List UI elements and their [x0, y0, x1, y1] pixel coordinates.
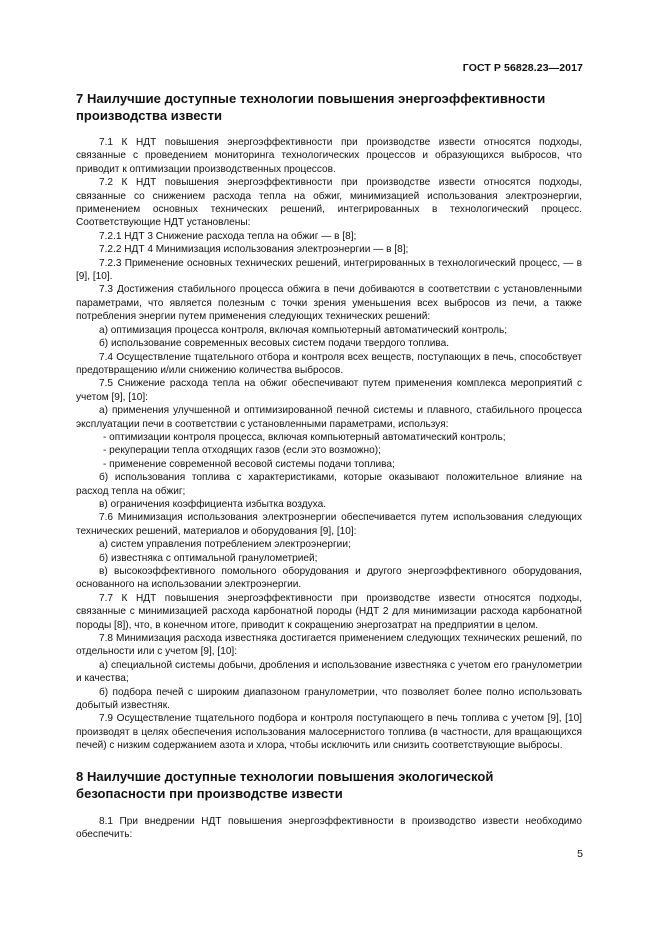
paragraph: 7.7 К НДТ повышения энергоэффективности при производстве извести относятся подходы, связанные с минимизацией расхода карбонатной породы (НДТ 2 для минимизации расхода карбонатной породы [8]), что, в конечном итоге, приводит к сокращению энергозатрат на предприятии в целом.	[76, 592, 582, 631]
list-item: - оптимизации контроля процесса, включая компьютерный автоматический контроль;	[103, 431, 506, 443]
paragraph: б) использования топлива с характеристиками, которые оказывают положительное влияние на расход тепла на обжиг;	[76, 472, 582, 497]
section-paragraphs	[76, 136, 582, 753]
section-8	[76, 768, 582, 842]
paragraph: 7.2.2 НДТ 4 Минимизация использования электроэнергии — в [8];	[99, 244, 409, 256]
paragraph: а) систем управления потреблением электроэнергии;	[99, 539, 351, 551]
paragraph: в) ограничения коэффициента избытка воздуха.	[99, 498, 327, 510]
paragraph: б) известняка с оптимальной гранулометрией;	[99, 552, 318, 564]
paragraph: б) использование современных весовых систем подачи твердого топлива.	[99, 338, 450, 350]
paragraph: 7.2 К НДТ повышения энергоэффективности при производстве извести относятся подходы, связанные со снижением расхода тепла на обжиг, минимизацией использования электроэнергии, применением основных технических решений, интегрированных в технологический процесс. Соответствующие НДТ установлены:	[76, 177, 582, 229]
paragraph: 7.8 Минимизация расхода известняка достигается применением следующих технических решений, по отдельности или с учетом [9], [10]:	[76, 633, 582, 658]
page-number: 5	[577, 848, 583, 860]
paragraph: 7.2.1 НДТ 3 Снижение расхода тепла на обжиг — в [8];	[99, 230, 357, 242]
section-title: 8 Наилучшие доступные технологии повышения экологической безопасности при производстве извести	[76, 768, 494, 801]
paragraph: 8.1 При внедрении НДТ повышения энергоэффективности в производство извести необходимо обеспечить:	[76, 815, 582, 841]
section-7	[76, 90, 582, 753]
section-title: 7 Наилучшие доступные технологии повышения энергоэффективности производства извести	[76, 91, 546, 123]
paragraph: б) подбора печей с широким диапазоном гранулометрии, что позволяет более полно использовать добытый известняк.	[76, 686, 582, 712]
document-header: ГОСТ Р 56828.23—2017	[462, 62, 583, 74]
paragraph: а) оптимизация процесса контроля, включая компьютерный автоматический контроль;	[99, 324, 508, 336]
paragraph: а) специальной системы добычи, дробления и использование известняка с учетом его гранулометрии и качества;	[76, 659, 582, 685]
paragraph: 7.9 Осуществление тщательного подбора и контроля поступающего в печь топлива с учетом [9], [10] производят в целях обеспечения использования малосернистого топлива (в частности, для вращающихся печей) с низким содержанием азота и хлора, чтобы исключить или снизить соответствующие выбросы.	[76, 713, 582, 752]
list-item: - применение современной весовой системы подачи топлива;	[103, 458, 395, 470]
paragraph: 7.1 К НДТ повышения энергоэффективности при производстве извести относятся подходы, связанные с проведением мониторинга технологических процессов и образующихся выбросов, что приводит к оптимизации производственных процессов.	[76, 137, 582, 175]
list-item: - рекуперации тепла отходящих газов (если это возможно);	[103, 445, 381, 457]
paragraph: 7.6 Минимизация использования электроэнергии обеспечивается путем использования следующих технических решений, материалов и оборудования [9], [10]:	[76, 512, 582, 537]
paragraph: 7.5 Снижение расхода тепла на обжиг обеспечивают путем применения комплекса мероприятий с учетом [9], [10]:	[76, 378, 582, 403]
paragraph: 7.4 Осуществление тщательного отбора и контроля всех веществ, поступающих в печь, способствует предотвращению и/или снижению количества выбросов.	[76, 351, 582, 376]
paragraph: 7.2.3 Применение основных технических решений, интегрированных в технологический процесс, — в [9], [10].	[76, 257, 582, 283]
paragraph: а) применения улучшенной и оптимизированной печной системы и плавного, стабильного процесса эксплуатации печи в соответствии с установленными параметрами, используя:	[76, 405, 582, 430]
paragraph: в) высокоэффективного помольного оборудования и другого энергоэффективного оборудования, основанного на использовании электроэнергии.	[76, 566, 582, 591]
paragraph: 7.3 Достижения стабильного процесса обжига в печи добиваются в соответствии с установленными параметрами, что является полезным с точки зрения уменьшения всех выбросов из печи, а также потребления энергии путем применения следующих технических решений:	[76, 284, 582, 323]
document-body	[76, 90, 582, 842]
section-paragraphs	[76, 815, 582, 842]
